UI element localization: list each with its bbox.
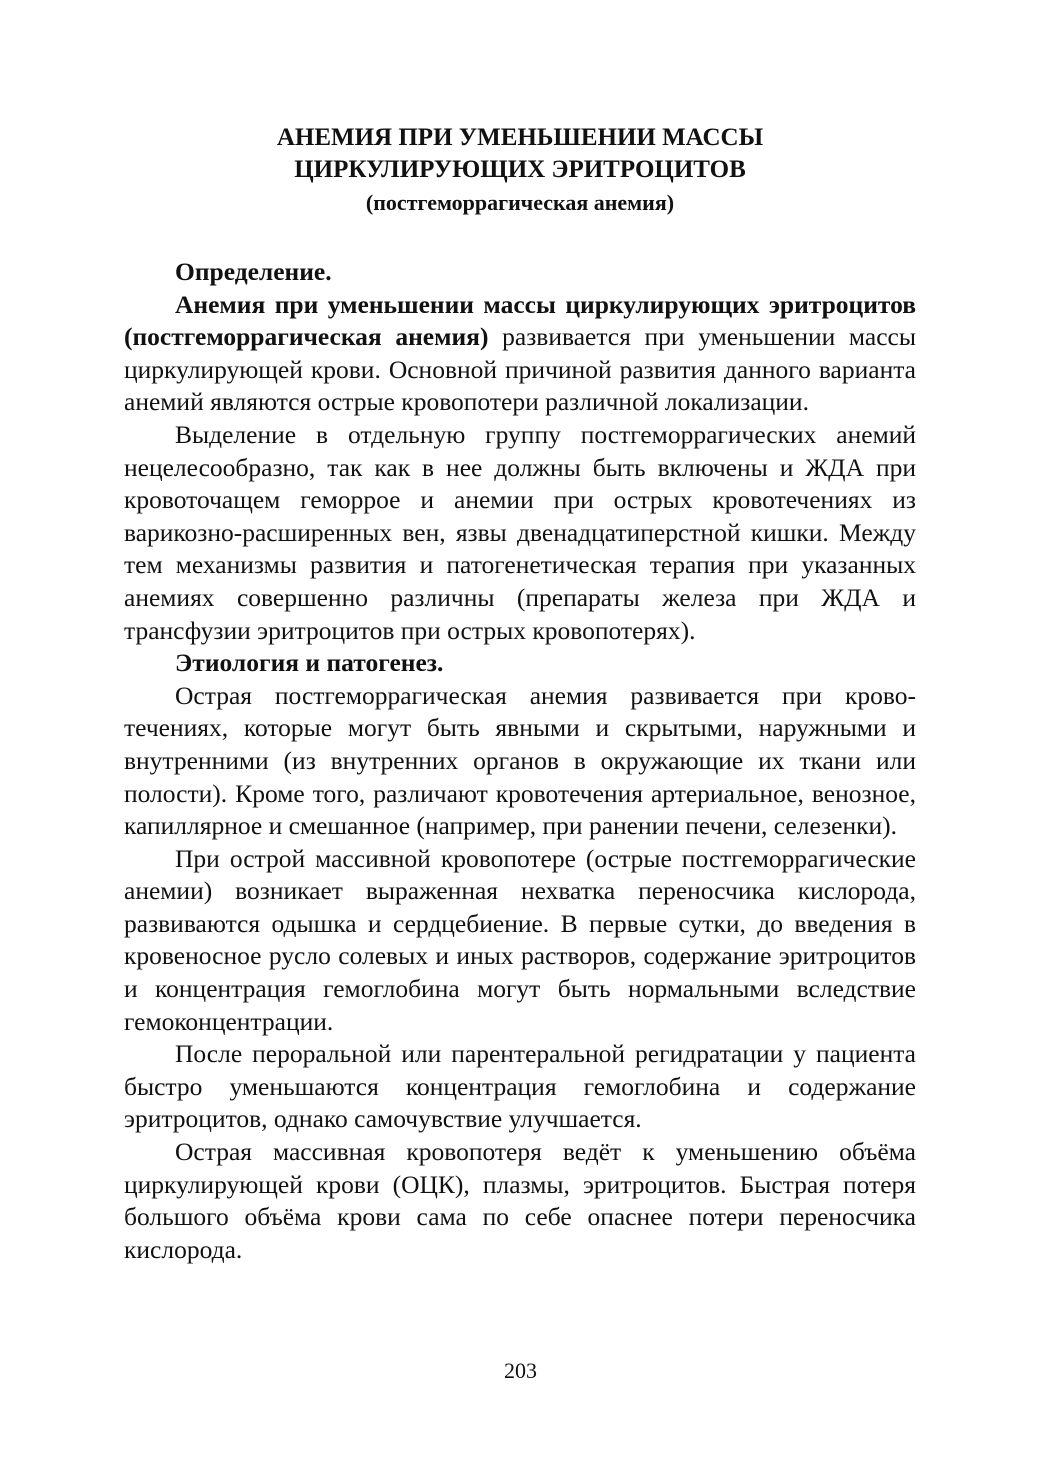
paragraph-5: Острая массивная кровопотеря ведёт к уменьшению объёма циркулирующей крови (ОЦК), плазмы, эритроцитов. Быстрая потеря большого объёма крови сама по себе опаснее потери переносчика кислорода. [124, 1137, 916, 1264]
page-content [124, 122, 916, 1266]
definition-text: развивается при уменьшении массы циркулирующей крови. Основной причиной развития данного варианта анемий являются острые кровопотери различной локализации. [124, 322, 916, 417]
paragraph-2: Острая постгеморрагическая анемия развивается при кровотечениях, которые могут быть явными и скрытыми, наружными и внутренними (из внутренних органов в окружающие их ткани или полости). Кроме того, различают кровотечения артериальное, венозное, капиллярное и смешанное (например, при ранении печени, селезенки). [124, 680, 916, 841]
paragraph-1: Выделение в отдельную группу постгеморрагических анемий нецелесообразно, так как в нее должны быть включены и ЖДА при кровоточащем геморрое и анемии при острых кровотечениях из варикозно-расширенных вен, язвы двенадцатиперстной кишки. Между тем механизмы развития и патогенетическая терапия при указанных анемиях совершенно различны (препараты железа при ЖДА и трансфузии эритроцитов при острых кровопотерях). [124, 419, 916, 645]
paragraph-4: После пероральной или парентеральной регидратации у пациента быстро уменьшаются концентрация гемоглобина и содержание эритроцитов, однако самочувствие улучшается. [124, 1039, 916, 1134]
section-heading-definition: Определение. [175, 257, 332, 286]
page-number: 203 [504, 1358, 537, 1383]
title-line-2: ЦИРКУЛИРУЮЩИХ ЭРИТРОЦИТОВ [294, 156, 746, 183]
page-title [124, 122, 916, 186]
definition-term: Анемия при уменьшении массы циркулирующих эритроцитов (постгеморрагическая анемия) [124, 289, 916, 352]
body-text [124, 256, 916, 1266]
definition-paragraph [124, 289, 916, 419]
page-subtitle: (постгеморрагическая анемия) [365, 190, 675, 215]
paragraph-3: При острой массивной кровопотере (острые постгеморрагические анемии) возникает выраженная нехватка переносчика кислорода, развиваются одышка и сердцебиение. В первые сутки, до введения в кровеносное русло солевых и иных растворов, содержание эритроцитов и концентрация гемоглобина могут быть нормальными вследствие гемоконцентрации. [124, 843, 916, 1036]
section-heading-etiology: Этиология и патогенез. [175, 648, 444, 678]
title-line-1: АНЕМИЯ ПРИ УМЕНЬШЕНИИ МАССЫ [276, 124, 764, 151]
